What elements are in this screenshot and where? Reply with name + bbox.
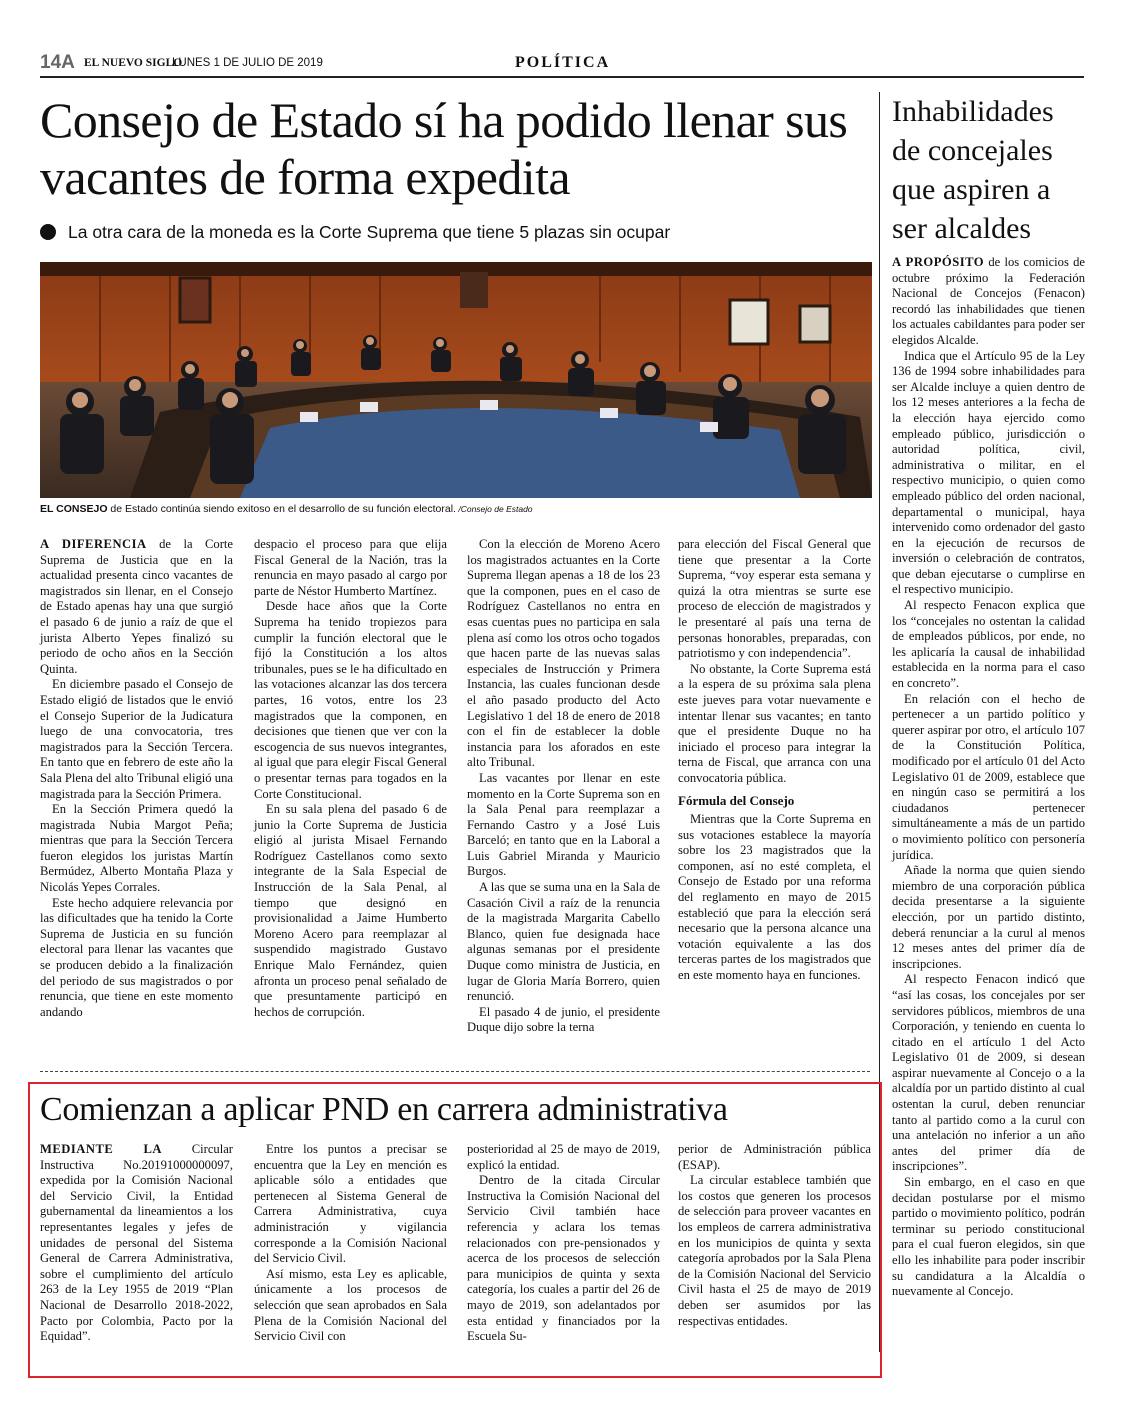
caption-credit: /Consejo de Estado bbox=[455, 504, 533, 514]
article-column-1 bbox=[40, 537, 233, 1020]
meeting-room-photo bbox=[40, 262, 872, 498]
paragraph: Desde hace años que la Corte Suprema ha tenido tropiezos para cumplir la función electoral que le fijó la Constitución a los altos tribunales, pues se le ha dificultado en las votaciones alcanzar las dos tercera partes, 16 votos, entre los 23 magistrados que la componen, en decisiones que tienen que ver con la escogencia de sus nuevos integrantes, al igual que para elegir Fiscal General o presentar ternas para togados en la Corte Constitucional. bbox=[254, 599, 447, 801]
paragraph: despacio el proceso para que elija Fiscal General de la Nación, tras la renuncia en mayo pasado al cargo por parte de Néstor Humberto Martínez. bbox=[254, 537, 447, 598]
paragraph: Este hecho adquiere relevancia por las dificultades que ha tenido la Corte Suprema de Justicia en su función electoral para llenar las vacantes que se producen debido a la finalización del periodo de sus magistrados o por renuncia, que tiene en este momento andando bbox=[40, 895, 233, 1019]
paragraph: perior de Administración pública (ESAP). bbox=[678, 1142, 871, 1172]
bullet-icon bbox=[40, 224, 56, 240]
box-column-1 bbox=[40, 1142, 233, 1345]
box-column-4 bbox=[678, 1142, 871, 1329]
paragraph: La circular establece también que los costos que generen los procesos de selección para proveer vacantes en los empleos de carrera administrativa en los municipios de quinta y sexta categoría aprobados por la Sala Plena de la Comisión Nacional del Servicio Civil hasta el 25 de mayo de 2019 deben ser asumidos por las respectivas entidades. bbox=[678, 1173, 871, 1328]
subheadline-text: La otra cara de la moneda es la Corte Suprema que tiene 5 plazas sin ocupar bbox=[68, 222, 671, 242]
publication-date: LUNES 1 DE JULIO DE 2019 bbox=[172, 57, 323, 69]
paragraph bbox=[892, 255, 1085, 349]
lead-in: MEDIANTE LA bbox=[40, 1142, 162, 1156]
article-subhead: Fórmula del Consejo bbox=[678, 792, 795, 808]
paragraph-text: de la Corte Suprema de Justicia que en la actualidad presenta cinco vacantes de magistrados sin llenar, en el Consejo de Estado apenas hay una que surgió el pasado 6 de junio a raíz de que el jurista Alberto Yepes finalizó su periodo de ocho años en la Sección Quinta. bbox=[40, 537, 233, 676]
paragraph bbox=[40, 1142, 233, 1345]
paragraph: Sin embargo, en el caso en que decidan postularse por el mismo partido o movimiento político, podrán terminar su periodo constitucional para el cual fueron elegidos, sin que ello les inhabilite para poder inscribir su candidatura a la Alcaldía o nuevamente al Concejo. bbox=[892, 1175, 1085, 1299]
page-number: 14A bbox=[40, 52, 75, 73]
lead-in: A DIFERENCIA bbox=[40, 537, 147, 551]
header-rule bbox=[40, 76, 1084, 78]
box-column-3 bbox=[467, 1142, 660, 1345]
article-column-4 bbox=[678, 537, 871, 984]
caption-text: de Estado continúa siendo exitoso en el desarrollo de su función electoral. bbox=[107, 503, 456, 515]
main-subheadline bbox=[40, 222, 870, 243]
section-name: POLÍTICA bbox=[515, 54, 611, 71]
paragraph: En su sala plena del pasado 6 de junio la Corte Suprema de Justicia eligió al jurista Misael Fernando Rodríguez Castellanos como sexto integrante de la Sala Especial de Instrucción de la Sala Penal, al tiempo que designó en provisionalidad a Jaime Humberto Moreno Acero para reemplazar al suspendido magistrado Gustavo Enrique Malo Fernández, quien afronta un proceso penal señalado de que presuntamente participó en hechos de corrupción. bbox=[254, 802, 447, 1019]
article-column-2 bbox=[254, 537, 447, 1020]
box-column-2 bbox=[254, 1142, 447, 1345]
newspaper-name: EL NUEVO SIGLO bbox=[84, 57, 183, 69]
section-divider bbox=[40, 1071, 870, 1072]
paragraph bbox=[40, 537, 233, 677]
photo-caption bbox=[40, 503, 872, 515]
paragraph: A las que se suma una en la Sala de Casación Civil a raíz de la renuncia de la magistrada Margarita Cabello Blanco, quien fue designada hace algunas semanas por el presidente Duque como ministra de Justicia, en lugar de Gloria María Borrero, quien renunció. bbox=[467, 880, 660, 1004]
paragraph: para elección del Fiscal General que tiene que presentar a la Corte Suprema, “voy esperar esta semana y quizá la otra mientras se surte ese proceso de elección de magistrados y le presentaré al país una terna de personas honorables, preparadas, con patriotismo y con independencia”. bbox=[678, 537, 871, 661]
sidebar-headline: Inhabilidades de concejales que aspiren a ser alcaldes bbox=[892, 95, 1054, 245]
paragraph-text: Circular Instructiva No.20191000000097, expedida por la Comisión Nacional del Servicio Civil, la Entidad gubernamental da lineamientos a los representantes legales y jefes de unidades de personal del Sistema General de Carrera Administrativa, sobre el cumplimiento del artículo 263 de la Ley 1955 de 2019 “Plan Nacional de Desarrollo 2018-2022, Pacto por Colombia, Pacto por la Equidad”. bbox=[40, 1142, 233, 1344]
paragraph-text: de los comicios de octubre próximo la Federación Nacional de Concejos (Fenacon) recordó las inhabilidades que tienen los actuales cabildantes para poder ser elegidos Alcalde. bbox=[892, 255, 1085, 347]
paragraph: Dentro de la citada Circular Instructiva la Comisión Nacional del Servicio Civil también hace referencia y aclara los temas relacionados con pre-pensionados y acerca de los procesos de selección para municipios de quinta y sexta categoría, los cuales a partir del 26 de mayo de 2019, son adelantados por esta entidad y financiados por la Escuela Su- bbox=[467, 1173, 660, 1344]
paragraph: En relación con el hecho de pertenecer a un partido político y querer aspirar por otro, el artículo 107 de la Constitución Política, modificado por el artículo 01 del Acto Legislativo 01 de 2009, establece que en ningún caso se permitirá a los ciudadanos pertenecer simultáneamente a más de un partido o movimiento político con personería jurídica. bbox=[892, 691, 1085, 862]
page-header bbox=[40, 52, 1084, 76]
paragraph: El pasado 4 de junio, el presidente Duque dijo sobre la terna bbox=[467, 1004, 660, 1035]
sidebar-column bbox=[892, 255, 1085, 1300]
paragraph: posterioridad al 25 de mayo de 2019, explicó la entidad. bbox=[467, 1142, 660, 1172]
paragraph: Al respecto Fenacon explica que los “concejales no ostentan la calidad de empleados públicos, por ende, no les aplicaría la causal de inhabilidad establecida en la norma para el caso en concreto”. bbox=[892, 598, 1085, 691]
paragraph: Indica que el Artículo 95 de la Ley 136 de 1994 sobre inhabilidades para ser Alcalde incluye a quien dentro de los 12 meses anteriores a la fecha de la elección haya ejercido como empleado público, jurisdicción o autoridad política, civil, administrativa o militar, en el respectivo municipio, o quien como empleado público del orden nacional, departamental o municipal, haya intervenido como ordenador del gasto en la ejecución de recursos de inversión o celebración de contratos, que deban ejecutarse o cumplirse en el respectivo municipio. bbox=[892, 348, 1085, 597]
lead-in: A PROPÓSITO bbox=[892, 255, 985, 269]
paragraph: En diciembre pasado el Consejo de Estado eligió de listados que le envió el Consejo Superior de la Judicatura luego de una convocatoria, tres magistrados para la Sección Tercera. En tanto que en febrero de este año la Sala Plena del alto Tribunal eligió una magistrada para la Sección Primera. bbox=[40, 677, 233, 801]
paragraph: Mientras que la Corte Suprema en sus votaciones establece la mayoría sobre los 23 magistrados que la componen, así no esté completa, el Consejo de Estado por una reforma del reglamento en mayo de 2015 estableció que para la elección será necesario que la persona alcance una votación equivalente a las dos terceras partes de los magistrados que en este momento haya en funciones. bbox=[678, 812, 871, 983]
paragraph: Las vacantes por llenar en este momento en la Corte Suprema son en la Sala Penal para reemplazar a Fernando Castro y a José Luis Barceló; en tanto que en la Laboral a Luis Gabriel Miranda y Mauricio Burgos. bbox=[467, 770, 660, 879]
caption-lead: EL CONSEJO bbox=[40, 503, 108, 515]
paragraph: Con la elección de Moreno Acero los magistrados actuantes en la Corte Suprema llegan apenas a 18 de los 23 que la componen, pues en el caso de Rodríguez Castellanos no entra en esas cuentas pues no participa en sala plena así como los otros ocho togados que hacen parte de las nuevas salas especiales de Instrucción y Primera Instancia, las cuales funcionan desde el año pasado producto del Acto Legislativo 1 del 18 de enero de 2018 con el fin de establecer la doble instancia para los aforados en este alto Tribunal. bbox=[467, 537, 660, 770]
paragraph: No obstante, la Corte Suprema está a la espera de su próxima sala plena este jueves para votar nuevamente e intentar llenar sus vacantes; en tanto que el presidente Duque no ha iniciado el proceso para integrar la terna de Fiscal, que arranca con una convocatoria pública. bbox=[678, 661, 871, 785]
paragraph: En la Sección Primera quedó la magistrada Nubia Margot Peña; mientras que para la Sección Tercera fueron elegidos los juristas Martín Bermúdez, Alberto Montaña Plaza y Nicolás Yepes Corrales. bbox=[40, 802, 233, 895]
main-headline: Consejo de Estado sí ha podido llenar sus vacantes de forma expedita bbox=[40, 92, 848, 205]
article-column-3 bbox=[467, 537, 660, 1036]
box-headline: Comienzan a aplicar PND en carrera administrativa bbox=[40, 1091, 728, 1128]
paragraph: Al respecto Fenacon indicó que “así las cosas, los concejales por ser servidores públicos, miembros de una Corporación, y teniendo en cuenta lo citado en el artículo 1 del Acto Legislativo 01 de 2009, si desean aspirar nuevamente al Concejo o a la alcaldía por un partido distinto al cual ostentan la curul, deben renunciar tanto al partido como a la curul con una antelación no inferior a un año antes del primer día de inscripciones”. bbox=[892, 972, 1085, 1174]
paragraph: Entre los puntos a precisar se encuentra que la Ley en mención es aplicable sólo a entidades que pertenecen al Sistema General de Carrera Administrativa, cuya administración y vigilancia corresponde a la Comisión Nacional del Servicio Civil. bbox=[254, 1142, 447, 1266]
paragraph: Así mismo, esta Ley es aplicable, únicamente a los procesos de selección que sean aprobados en Sala Plena de la Comisión Nacional del Servicio Civil con bbox=[254, 1266, 447, 1344]
main-photo bbox=[40, 262, 872, 498]
paragraph: Añade la norma que quien siendo miembro de una corporación pública decida presentarse a la siguiente elección, por un partido distinto, deberá renunciar a la curul al menos 12 meses antes del primer día de inscripciones. bbox=[892, 863, 1085, 971]
